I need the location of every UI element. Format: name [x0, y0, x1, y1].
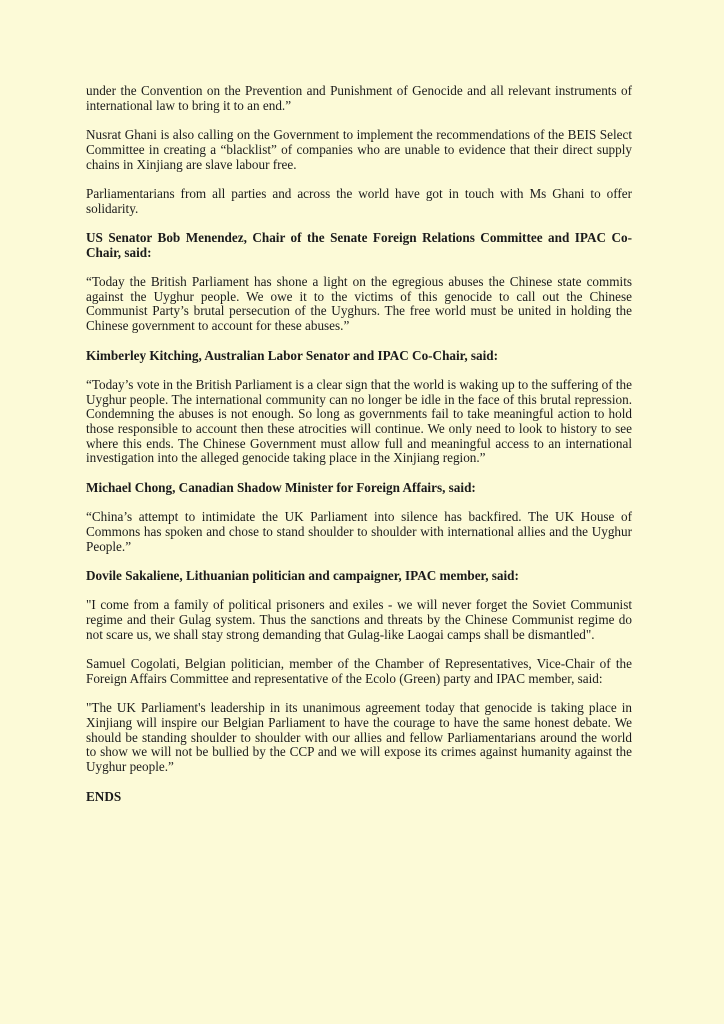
heading-bob-menendez: US Senator Bob Menendez, Chair of the Senate Foreign Relations Committee and IPAC Co-Chair, said: [86, 229, 632, 260]
heading-dovile-sakaliene: Dovile Sakaliene, Lithuanian politician and campaigner, IPAC member, said: [86, 568, 519, 584]
paragraph-chong-quote: “China’s attempt to intimidate the UK Parliament into silence has backfired. The UK House of Commons has spoken and chose to stand shoulder to shoulder with international allies and the Uyghur People.” [86, 509, 632, 554]
heading-ends: ENDS [86, 788, 122, 804]
heading-kimberley-kitching: Kimberley Kitching, Australian Labor Senator and IPAC Co-Chair, said: [86, 347, 499, 363]
paragraph-convention-continuation: under the Convention on the Prevention and Punishment of Genocide and all relevant instruments of international law to bring it to an end.” [86, 83, 632, 113]
paragraph-samuel-cogolati-intro: Samuel Cogolati, Belgian politician, member of the Chamber of Representatives, Vice-Chair of the Foreign Affairs Committee and representative of the Ecolo (Green) party and IPAC member, said: [86, 656, 632, 686]
paragraph-menendez-quote: “Today the British Parliament has shone a light on the egregious abuses the Chinese state commits against the Uyghur people. We owe it to the victims of this genocide to call out the Chinese Communist Party’s brutal persecution of the Uyghurs. The free world must be united in holding the Chinese government to account for these abuses.” [86, 274, 632, 334]
paragraph-cogolati-quote: "The UK Parliament's leadership in its unanimous agreement today that genocide is taking place in Xinjiang will inspire our Belgian Parliament to have the courage to have the same honest debate. We should be standing shoulder to shoulder with our allies and fellow Parliamentarians around the world to show we will not be bullied by the CCP and we will expose its crimes against humanity against the Uyghur people.” [86, 700, 632, 775]
paragraph-sakaliene-quote: "I come from a family of political prisoners and exiles - we will never forget the Soviet Communist regime and their Gulag system. Thus the sanctions and threats by the Chinese Communist regime do not scare us, we shall stay strong demanding that Gulag-like Laogai camps shall be dismantled". [86, 597, 632, 642]
paragraph-nusrat-ghani-blacklist: Nusrat Ghani is also calling on the Government to implement the recommendations of the BEIS Select Committee in creating a “blacklist” of companies who are unable to evidence that their direct supply chains in Xinjiang are slave labour free. [86, 127, 632, 172]
paragraph-kitching-quote: “Today’s vote in the British Parliament is a clear sign that the world is waking up to the suffering of the Uyghur people. The international community can no longer be idle in the face of this brutal repression. Condemning the abuses is not enough. So long as governments fail to take meaningful action to hold those responsible to account then these atrocities will continue. We only need to look to history to see where this ends. The Chinese Government must allow full and meaningful access to an international investigation into the alleged genocide taking place in the Xinjiang region.” [86, 376, 632, 466]
paragraph-parliamentarians-solidarity: Parliamentarians from all parties and across the world have got in touch with Ms Ghani to offer solidarity. [86, 185, 632, 216]
heading-michael-chong: Michael Chong, Canadian Shadow Minister for Foreign Affairs, said: [86, 479, 476, 495]
